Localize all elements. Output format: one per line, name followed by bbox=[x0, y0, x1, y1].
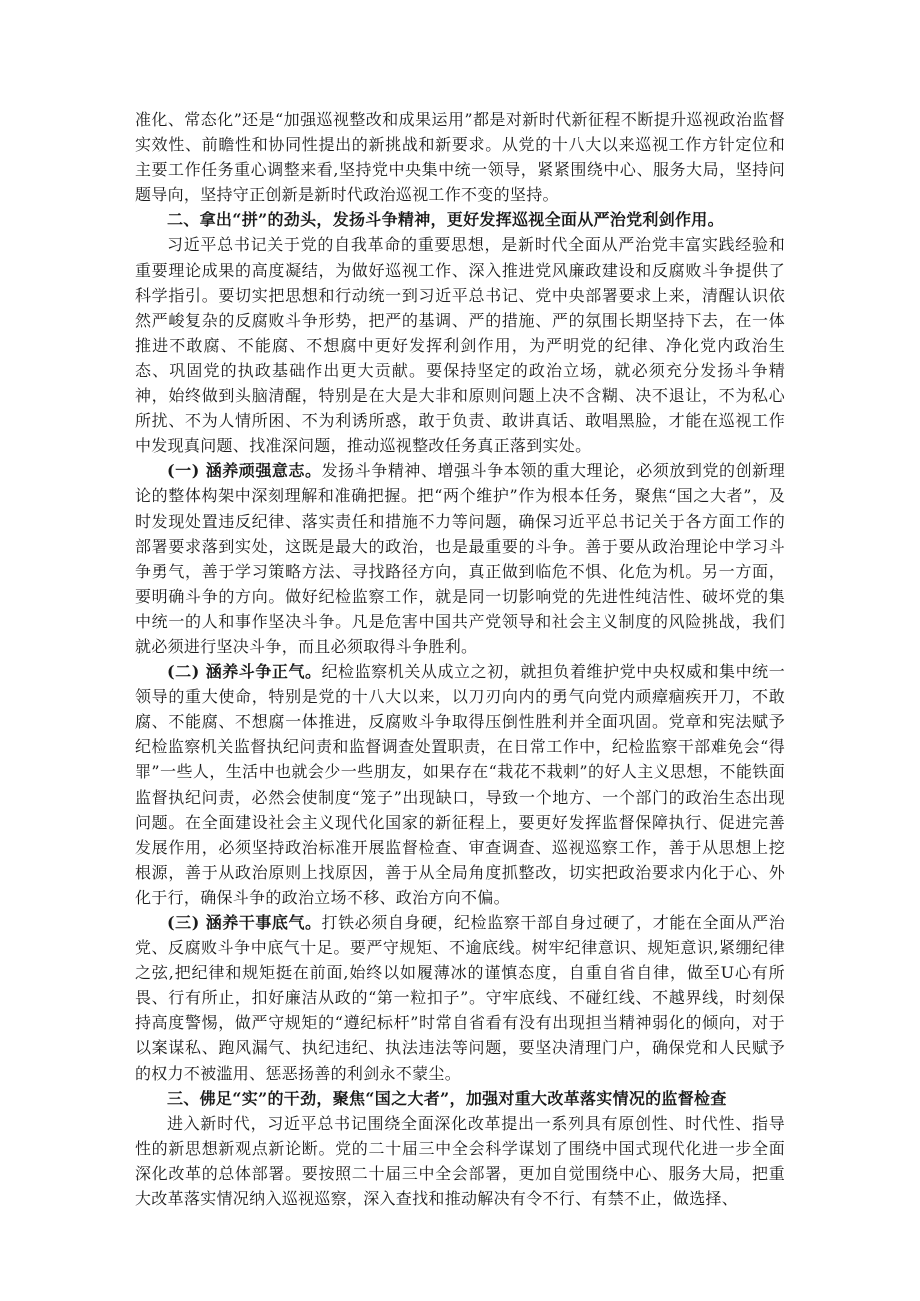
subsection-title-3: (三) 涵养干事底气。 bbox=[167, 913, 322, 932]
subsection-body-2: 纪检监察机关从成立之初，就担负着维护党中央权威和集中统一领导的重大使命，特别是党的十八大以来，以刀刃向内的勇气向党内顽瘴痼疾开刀，不敢腐、不能腐、不想腐一体推进，反腐败斗争取得压倒性胜利并全面巩固。党章和宪法赋予纪检监察机关监督执纪问责和监督调查处置职责，在日常工作中，纪检监察干部难免会“得罪”一些人，生活中也就会少一些朋友，如果存在“栽花不栽刺”的好人主义思想，不能铁面监督执纪问责，必然会使制度“笼子”出现缺口，导致一个地方、一个部门的政治生态出现问题。在全面建设社会主义现代化国家的新征程上，要更好发挥监督保障执行、促进完善发展作用，必须坚持政治标准开展监督检查、审查调查、巡视巡察工作，善于从思想上挖根源，善于从政治原则上找原因，善于从全局角度抓整改，切实把政治要求内化于心、外化于行，确保斗争的政治立场不移、政治方向不偏。 bbox=[135, 662, 785, 907]
document-page bbox=[135, 107, 785, 1211]
subsection-body-1: 发扬斗争精神、增强斗争本领的重大理论，必须放到党的创新理论的整体构架中深刻理解和准确把握。把“两个维护”作为根本任务，聚焦“国之大者”，及时发现处置违反纪律、落实责任和措施不力等问题，确保习近平总书记关于各方面工作的部署要求落到实处，这既是最大的政治，也是最重要的斗争。善于要从政治理论中学习斗争勇气，善于学习策略方法、寻找路径方向，真正做到临危不惧、化危为机。另一方面，要明确斗争的方向。做好纪检监察工作，就是同一切影响党的先进性纯洁性、破坏党的集中统一的人和事作坚决斗争。凡是危害中国共产党领导和社会主义制度的风险挑战，我们就必须进行坚决斗争，而且必须取得斗争胜利。 bbox=[135, 461, 785, 656]
subsection-title-2: (二) 涵养斗争正气。 bbox=[167, 662, 322, 682]
section-heading-3: 三、佛足“实”的干劲，聚焦“国之大者”，加强对重大改革落实情况的监督检查 bbox=[167, 1088, 727, 1108]
subsection-body-3: 打铁必须自身硬，纪检监察干部自身过硬了，才能在全面从严治党、反腐败斗争中底气十足。要严守规矩、不逾底线。树牢纪律意识、规矩意识,紧绷纪律之弦,把纪律和规矩挺在前面,始终以如履薄冰的谨慎态度，自重自省自律，做至U心有所畏、行有所止，扣好廉洁从政的“第一粒扣子”。守牢底线、不碰红线、不越界线，时刻保持高度警惕，做严守规矩的“遵纪标杆”时常自省看有没有出现担当精神弱化的倾向，对于以案谋私、跑风漏气、执纪违纪、执法违法等问题，要坚决清理门户，确保党和人民赋予的权力不被滥用、惩恶扬善的利剑永不蒙尘。 bbox=[135, 913, 785, 1083]
paragraph-section-3-intro: 进入新时代，习近平总书记围绕全面深化改革提出一系列具有原创性、时代性、指导性的新思想新观点新论断。党的二十届三中全会科学谋划了围绕中国式现代化进一步全面深化改革的总体部署。要按照二十届三中全会部署，更加自觉围绕中心、服务大局，把重大改革落实情况纳入巡视巡察，深入查找和推动解决有令不行、有禁不止，做选择、 bbox=[135, 1113, 785, 1209]
subsection-title-1: (一) 涵养顽强意志。 bbox=[167, 461, 322, 481]
paragraph-continuation: 准化、常态化”还是“加强巡视整改和成果运用”都是对新时代新征程不断提升巡视政治监督实效性、前瞻性和协同性提出的新挑战和新要求。从党的十八大以来巡视工作方针定位和主要工作任务重心调整来看,坚持党中央集中统一领导，紧紧围绕中心、服务大局，坚持问题导向，坚持守正创新是新时代政治巡视工作不变的坚持。 bbox=[135, 110, 785, 205]
paragraph-subsection-2 bbox=[135, 659, 785, 910]
paragraph-section-2-intro: 习近平总书记关于党的自我革命的重要思想，是新时代全面从严治党丰富实践经验和重要理论成果的高度凝结，为做好巡视工作、深入推进党风廉政建设和反腐败斗争提供了科学指引。要切实把思想和行动统一到习近平总书记、党中央部署要求上来，清醒认识依然严峻复杂的反腐败斗争形势，把严的基调、严的措施、严的氛围长期坚持下去，在一体推进不敢腐、不能腐、不想腐中更好发挥利剑作用，为严明党的纪律、净化党内政治生态、巩固党的执政基础作出更大贡献。要保持坚定的政治立场，就必须充分发扬斗争精神，始终做到头脑清醒，特别是在大是大非和原则问题上决不含糊、决不退让，不为私心所扰、不为人情所困、不为利诱所惑，敢于负责、敢讲真话、敢唱黑脸，才能在巡视工作中发现真问题、找准深问题，推动巡视整改任务真正落到实处。 bbox=[135, 235, 785, 456]
paragraph-subsection-3 bbox=[135, 910, 785, 1086]
paragraph-subsection-1 bbox=[135, 458, 785, 659]
section-heading-2: 二、拿出“拼”的劲头，发扬斗争精神，更好发挥巡视全面从严治党利剑作用。 bbox=[167, 210, 724, 230]
